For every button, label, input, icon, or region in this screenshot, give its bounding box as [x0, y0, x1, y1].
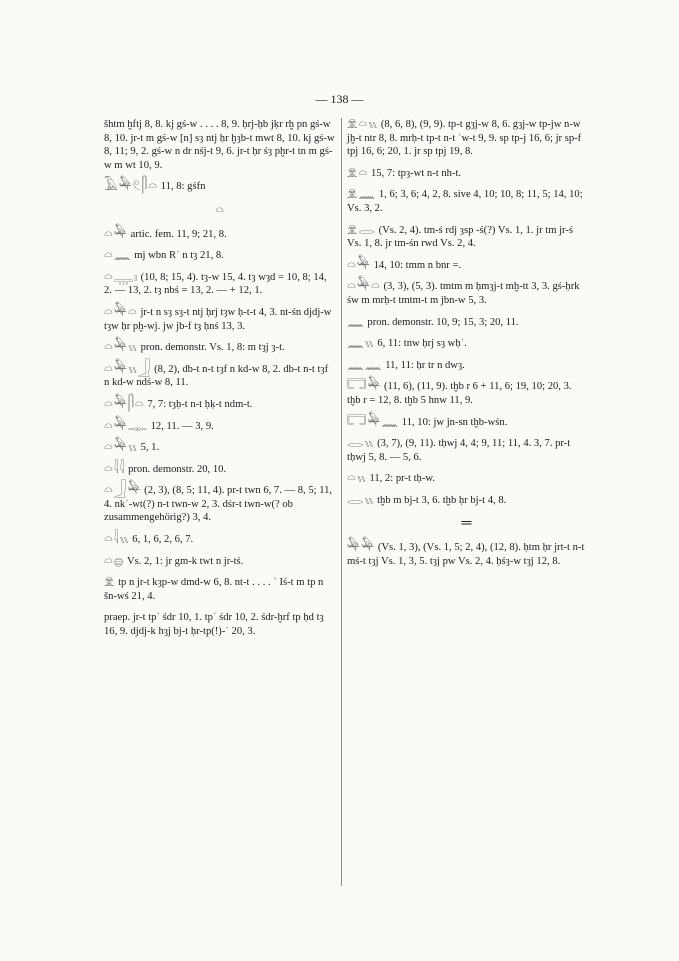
hieroglyph-heading: 𓈖𓏭 [347, 336, 375, 352]
entry-text: 11, 8: gśfn [160, 181, 206, 193]
entry-text: mj wbn Rʿ n tȝ 21, 8. [134, 250, 224, 262]
dictionary-entry [104, 363, 336, 390]
hieroglyph-heading: 𓏏 [215, 202, 225, 218]
entry-text: (8, 6, 8), (9, 9). tp-t gȝj-w 8, 6. gȝj-w tp-jw n-w jḫ-t ntr 8, 8. mrḥ-t tp-t n-t ʿw-t 9, 9. sp tp-j 16, 6; jr sp-f tpj 16, 6; 20, 1. jr sp tpj 19, 8. [347, 119, 582, 158]
hieroglyph-heading: 𓈖𓈖 [347, 357, 383, 373]
hieroglyph-heading: 𓏏𓅆 [347, 257, 371, 273]
entry-text: pron. demonstr. 20, 10. [128, 463, 227, 475]
hieroglyph-heading: 𓏏𓃀𓅆 [104, 483, 142, 499]
dictionary-entry [347, 316, 587, 330]
hieroglyph-heading: ═ [461, 516, 473, 532]
entry-text: praep. jr-t tpʿ śdr 10, 1. tpʿ śdr 10, 2. śdr-ḫrf tp ḥd tȝ 16, 9. djdj-k hȝj bj-t ḥr-tp(!)-ʿ 20, 3. [104, 612, 324, 638]
hieroglyph-heading: 𓏏𓅆𓏭 [104, 340, 138, 356]
entry-text: (10, 8; 15, 4). tȝ-w 15, 4. tȝ wȝd = 10, 8; 14, 2. — 13, 2. tȝ nbś = 13, 2. — + 12, 1. [104, 271, 327, 297]
hieroglyph-heading: 𓏏𓅆𓏭𓃀 [104, 361, 152, 377]
dictionary-entry [347, 118, 587, 159]
entry-text: (11, 6), (11, 9). tḫb r 6 + 11, 6; 19, 10; 20, 3. tḫb r = 12, 8. tḫb 5 hnw 11, 9. [347, 381, 572, 406]
dictionary-entry [104, 441, 336, 455]
hieroglyph-heading: 𓏏𓏭 [347, 471, 367, 487]
entry-text: tḫb m bj-t 3, 6. tḫb ḥr bj-t 4, 8. [377, 494, 507, 506]
hieroglyph-heading: 𓁷𓏏𓏭 [347, 117, 379, 132]
dictionary-entry [347, 437, 587, 464]
entry-text: 12, 11. — 3, 9. [150, 420, 214, 432]
entry-text: 1, 6; 3, 6; 4, 2, 8. sive 4, 10; 10, 8; 11, 5; 14, 10; Vs. 3, 2. [347, 189, 583, 214]
dictionary-entry [104, 611, 336, 638]
dictionary-entry [347, 259, 587, 273]
dictionary-entry [104, 463, 336, 477]
hieroglyph-heading: 𓏏𓇋𓏭 [104, 532, 130, 548]
section-marker [347, 517, 587, 531]
hieroglyph-heading: 𓁷𓂋 [347, 222, 376, 238]
entry-text: (8, 2), db-t n-t tȝf n kd-w 8, 2. db-t n-t tȝf n kd-w ndś-w 8, 11. [104, 363, 329, 389]
hieroglyph-heading: 𓏏𓅆𓏏 [104, 304, 138, 320]
dictionary-entry [347, 337, 587, 351]
dictionary-entry [104, 249, 336, 263]
dictionary-entry [347, 494, 587, 508]
dictionary-entry [104, 341, 336, 355]
dictionary-entry [104, 484, 336, 525]
entry-text: 11, 2: pr-t tḥ-w. [369, 473, 435, 485]
entry-text: 6, 1, 6, 2, 6, 7. [132, 534, 194, 546]
dictionary-entry [104, 228, 336, 242]
dictionary-entry [347, 416, 587, 430]
dictionary-entry [104, 420, 336, 434]
entry-text: (Vs. 1, 3), (Vs. 1, 5; 2, 4), (12, 8). ḥtm ḥr jrt-t n-t mś-t tȝj Vs. 1, 3, 5. tȝj pw Vs. 2, 4. ḥśȝ-w tȝj 12, 8. [347, 542, 585, 567]
dictionary-entry [347, 224, 587, 251]
dictionary-entry [104, 306, 336, 333]
dictionary-entry [347, 472, 587, 486]
hieroglyph-heading: 𓏏𓅆𓏭 [104, 440, 138, 456]
hieroglyph-heading: 𓂋𓏭 [347, 492, 375, 508]
dictionary-entry [347, 280, 587, 307]
dictionary-entry [347, 188, 587, 215]
hieroglyph-heading: 𓁷 [104, 575, 116, 591]
entry-text: (2, 3), (8, 5; 11, 4). pr-t twn 6, 7. — 8, 5; 11, 4. nkʿ-wt(?) n-t twn-w 2, 3. dśr-t twn-w(? ob zusammengehörig?) 3, 4. [104, 485, 333, 524]
entry-text: (3, 3), (5, 3). tmtm m ḥmȝj-t mḫ-tt 3, 3. gś-ḥrk św m mrḥ-t tmtm-t m jbn-w 5, 3. [347, 281, 580, 306]
hieroglyph-heading: 𓏏𓈖 [104, 248, 132, 264]
entry-text: (Vs. 2, 4). tm-ś rdj ȝsp -ś(?) Vs. 1, 1. jr tm jr-ś Vs. 1, 8. jr tm-śn rwd Vs. 2, 4. [347, 224, 574, 250]
dictionary-entry [347, 380, 587, 407]
section-marker [104, 204, 336, 218]
hieroglyph-heading: 𓉐𓅆 [347, 379, 382, 395]
left-column [104, 118, 336, 647]
dictionary-entry [104, 180, 336, 194]
dictionary-entry [104, 576, 336, 603]
entry-text: 5, 1. [140, 442, 160, 454]
dictionary-entry [104, 398, 336, 412]
hieroglyph-heading: 𓅆𓅆 [347, 540, 376, 556]
entry-text: tp n jr-t kȝp-w dmd-w 6, 8. nt-t . . . . ʾ Iś-t m tp n šn-wś 21, 4. [104, 577, 324, 602]
right-column [347, 118, 587, 576]
dictionary-entry [347, 167, 587, 181]
entry-text: pron. demonstr. Vs. 1, 8: m tȝj ȝ-t. [140, 342, 285, 354]
page-number: — 138 — [315, 92, 364, 106]
hieroglyph-heading: 𓏏𓅆𓋴𓏏 [104, 396, 145, 412]
entry-text: (3, 7), (9, 11). tḥwj 4, 4; 9, 11; 11, 4. 3, 7. pr-t tḥwj 5, 8. — 5, 6. [347, 438, 571, 463]
entry-text: 14, 10: tmm n bnr =. [373, 259, 462, 271]
hieroglyph-heading: 𓄿𓅆𓏲𓋴𓏏 [104, 179, 159, 195]
hieroglyph-heading: 𓂋𓏭 [347, 436, 375, 452]
hieroglyph-heading: 𓏏𓅆𓏏 [347, 279, 381, 295]
entry-text: šhtm ḫftj 8, 8. kj gś-w . . . . 8, 9. ḥrj-ḥb jḳr rḫ pn gś-w 8, 10. jr-t m gś-w [n] sȝ ntj ḥr ḫȝb-t mwt 8, 10. kj gś-w 8, 11; 9, 2. gś-w n dr nśj-t 9, 6. jr-t ḥr śȝ pḫr-t tn m gś-w m wt 10, 9. [104, 119, 335, 171]
hieroglyph-heading: 𓁷𓏏 [347, 165, 369, 181]
entry-text: 6, 11: tnw ḥrj sȝ wḥʿ. [377, 338, 467, 350]
entry-text: artic. fem. 11, 9; 21, 8. [130, 228, 227, 240]
hieroglyph-heading: 𓉐𓅆𓈖 [347, 414, 400, 430]
dictionary-entry [347, 541, 587, 568]
entry-text: 15, 7: tpȝ-wt n-t nh-t. [370, 167, 462, 179]
hieroglyph-heading: 𓏏𓅆𓊃 [104, 418, 148, 434]
entry-text: Vs. 2, 1: jr gm-k twt n jr-tś. [126, 555, 244, 567]
dictionary-entry [104, 533, 336, 547]
hieroglyph-heading: 𓈖 [347, 314, 365, 330]
hieroglyph-heading: 𓏏𓐍 [104, 553, 125, 569]
dictionary-entry [347, 359, 587, 373]
dictionary-entry [104, 271, 336, 298]
entry-text: pron. demonstr. 10, 9; 15, 3; 20, 11. [367, 316, 519, 328]
entry-text: 11, 11: ḥr tr n dwȝ. [385, 359, 465, 371]
dictionary-entry [104, 555, 336, 569]
hieroglyph-heading: 𓏏𓇾𓏤 [104, 269, 138, 285]
entry-text: jr-t n sȝ sȝ-t ntj ḥrj tȝw ḥ-t-t 4, 3. nt-śn djdj-w tȝw ḥr pḫ-wj. jw jb-f tȝ ḥnś 13, 3. [104, 306, 332, 332]
hieroglyph-heading: 𓏏𓅆 [104, 226, 128, 242]
entry-text: 7, 7: tȝḥ-t n-t ḥḳ-t ndm-t. [147, 398, 253, 410]
column-divider [341, 118, 342, 886]
dictionary-entry [104, 118, 336, 172]
hieroglyph-heading: 𓁷𓈖 [347, 187, 377, 203]
entry-text: 11, 10: jw jn-sn tḫb-wśn. [401, 416, 508, 428]
hieroglyph-heading: 𓏏𓇋𓇋 [104, 461, 126, 477]
